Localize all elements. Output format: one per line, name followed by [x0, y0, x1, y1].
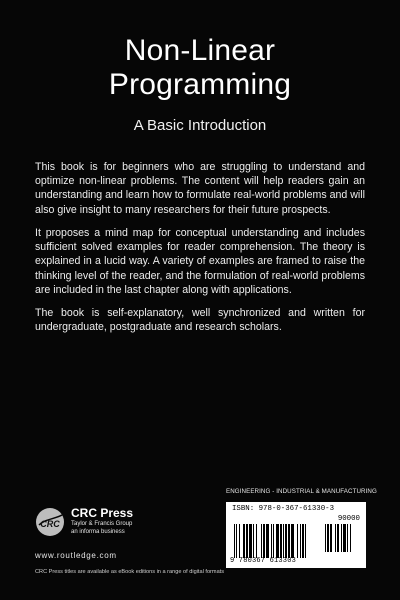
barcode-main-bars: [234, 524, 320, 558]
barcode-number: 9 780367 613303: [230, 557, 297, 565]
isbn-text: ISBN: 978-0-367-61330-3: [232, 505, 335, 513]
blurb-paragraph-3: The book is self-explanatory, well synchronized and written for undergraduate, postgraduate and research scholars.: [35, 307, 365, 334]
ebook-availability-note: CRC Press titles are available as eBook editions in a range of digital formats: [35, 569, 225, 575]
publisher-website[interactable]: www.routledge.com: [35, 551, 117, 560]
barcode-bar: [306, 524, 307, 558]
crc-logo-text: CRC: [40, 519, 60, 529]
publisher-tagline: an informa business: [71, 529, 125, 535]
barcode-icon: [226, 502, 366, 568]
book-title-line-2: Programming: [108, 68, 292, 101]
book-subtitle: A Basic Introduction: [133, 117, 267, 134]
publisher-group: Taylor & Francis Group: [71, 521, 133, 527]
book-title-line-1: Non-Linear: [124, 34, 276, 67]
blurb-paragraph-1: This book is for beginners who are struggling to understand and optimize non-linear problems. The content will help readers gain an understanding and learn how to formulate real-world problems and will also give insight to many researchers for their future prospects.: [35, 161, 365, 216]
crc-press-logo-icon: [35, 507, 65, 537]
price-code: 90000: [337, 515, 360, 523]
subject-category: ENGINEERING - INDUSTRIAL & MANUFACTURING: [226, 488, 377, 495]
barcode-price-bars: [325, 524, 359, 552]
barcode-bar: [350, 524, 351, 552]
publisher-name: CRC Press: [71, 506, 134, 520]
blurb-paragraph-2: It proposes a mind map for conceptual understanding and includes sufficient solved examples for reader comprehension. The theory is explained in a lucid way. A variety of examples are framed to raise the thinking level of the reader, and the formulation of real-world problems are included in the last chapter along with applications.: [35, 227, 365, 296]
